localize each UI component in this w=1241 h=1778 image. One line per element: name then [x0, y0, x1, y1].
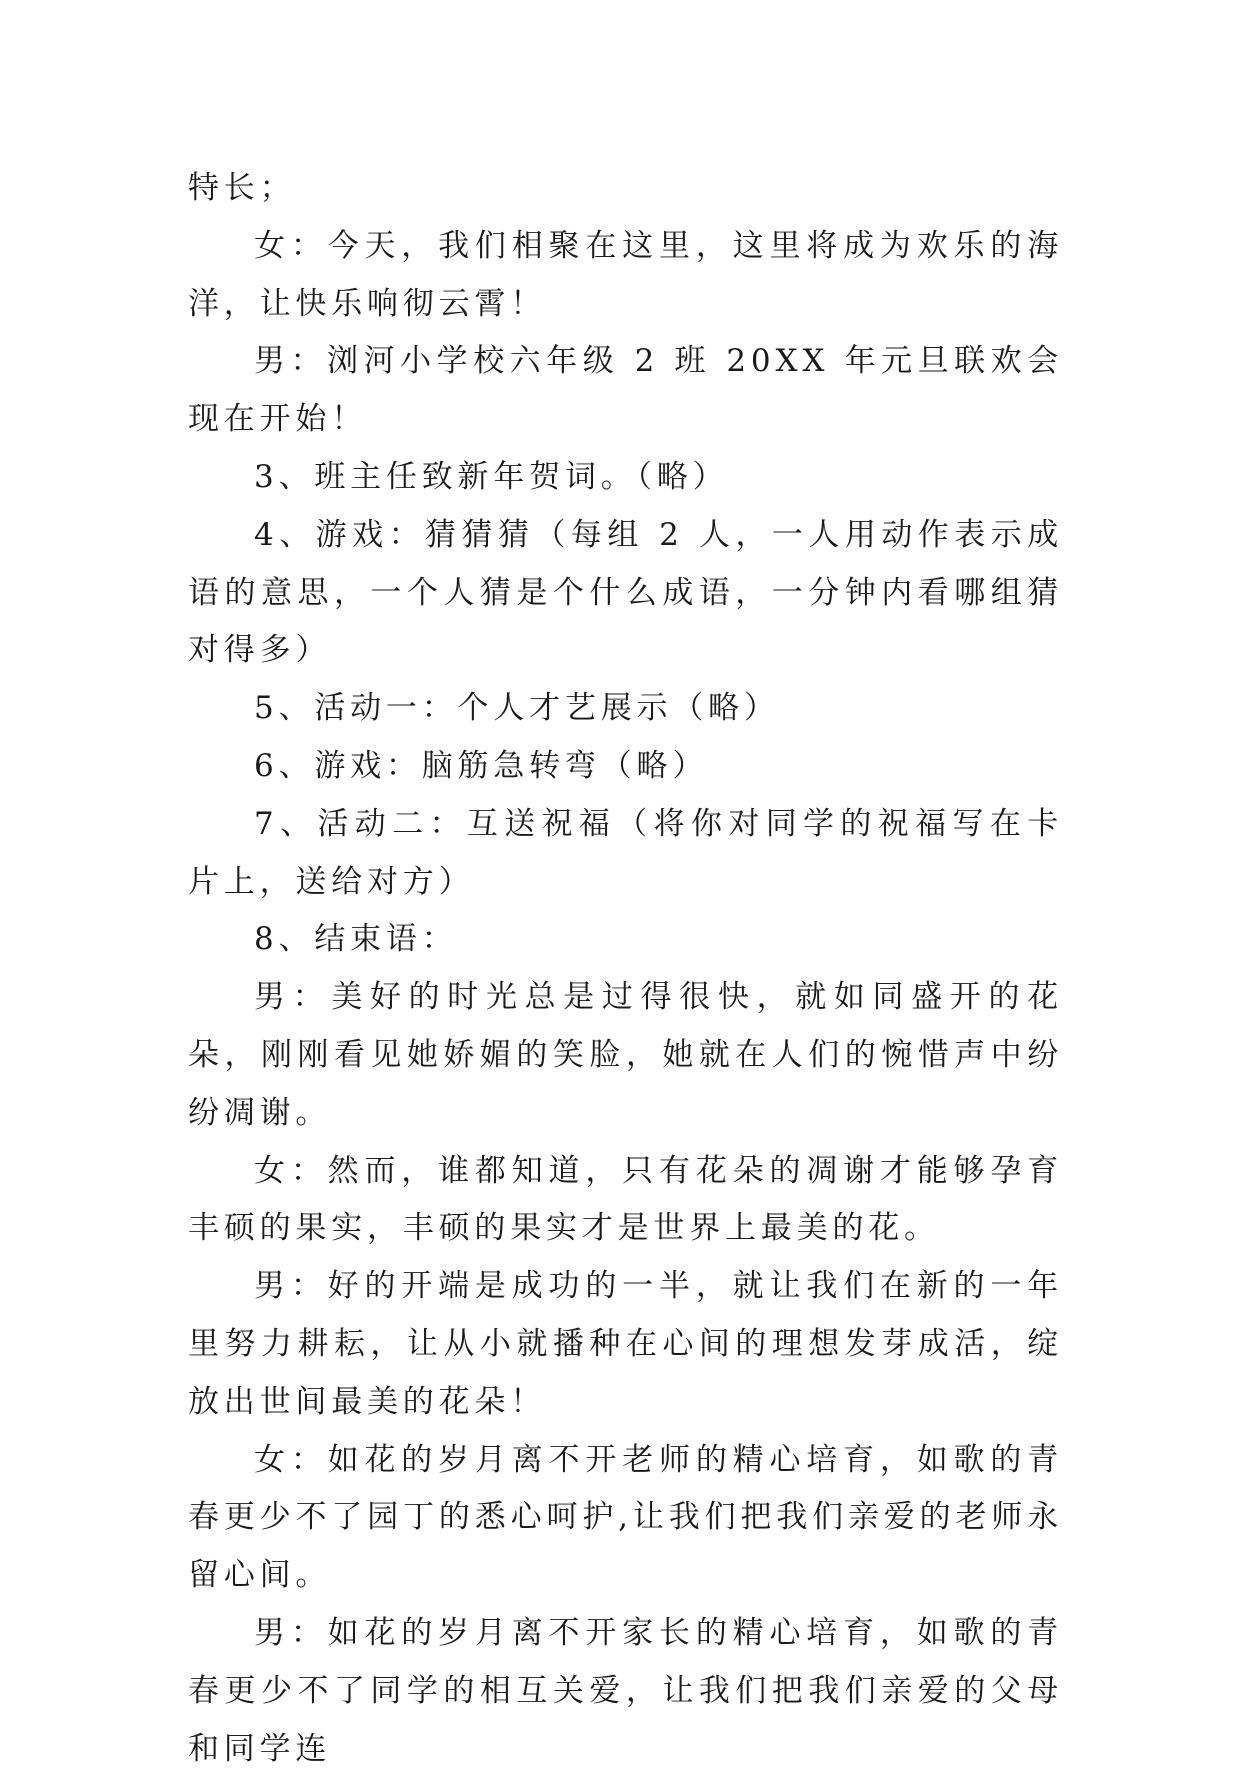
document-body	[188, 160, 1063, 1778]
paragraph: 5、活动一：个人才艺展示（略）	[254, 690, 780, 727]
paragraph: 男：美好的时光总是过得很快，就如同盛开的花朵，刚刚看见她娇媚的笑脸，她就在人们的惋惜声中纷纷凋谢。	[188, 979, 1063, 1131]
paragraph: 7、活动二：互送祝福（将你对同学的祝福写在卡片上，送给对方）	[188, 805, 1063, 900]
paragraph: 3、班主任致新年贺词。（略）	[254, 458, 729, 495]
paragraph: 男：好的开端是成功的一半，就让我们在新的一年里努力耕耘，让从小就播种在心间的理想发芽成活，绽放出世间最美的花朵！	[188, 1268, 1063, 1420]
paragraph: 8、结束语：	[254, 921, 458, 958]
paragraph: 6、游戏：脑筋急转弯（略）	[254, 747, 709, 784]
paragraph: 4、游戏：猜猜猜（每组 2 人，一人用动作表示成语的意思，一个人猜是个什么成语，一分钟内看哪组猜对得多）	[188, 516, 1063, 669]
paragraph: 女：如花的岁月离不开老师的精心培育，如歌的青春更少不了园丁的悉心呵护,让我们把我们亲爱的老师永留心间。	[188, 1441, 1063, 1594]
paragraph: 男：浏河小学校六年级 2 班 20XX 年元旦联欢会现在开始！	[188, 343, 1063, 438]
paragraph: 女：今天，我们相聚在这里，这里将成为欢乐的海洋，让快乐响彻云霄！	[188, 227, 1063, 322]
paragraph: 男：如花的岁月离不开家长的精心培育，如歌的青春更少不了同学的相互关爱，让我们把我们亲爱的父母和同学连	[188, 1614, 1063, 1767]
paragraph: 女：然而，谁都知道，只有花朵的凋谢才能够孕育丰硕的果实，丰硕的果实才是世界上最美的花。	[188, 1152, 1063, 1247]
paragraph: 特长；	[188, 170, 296, 206]
